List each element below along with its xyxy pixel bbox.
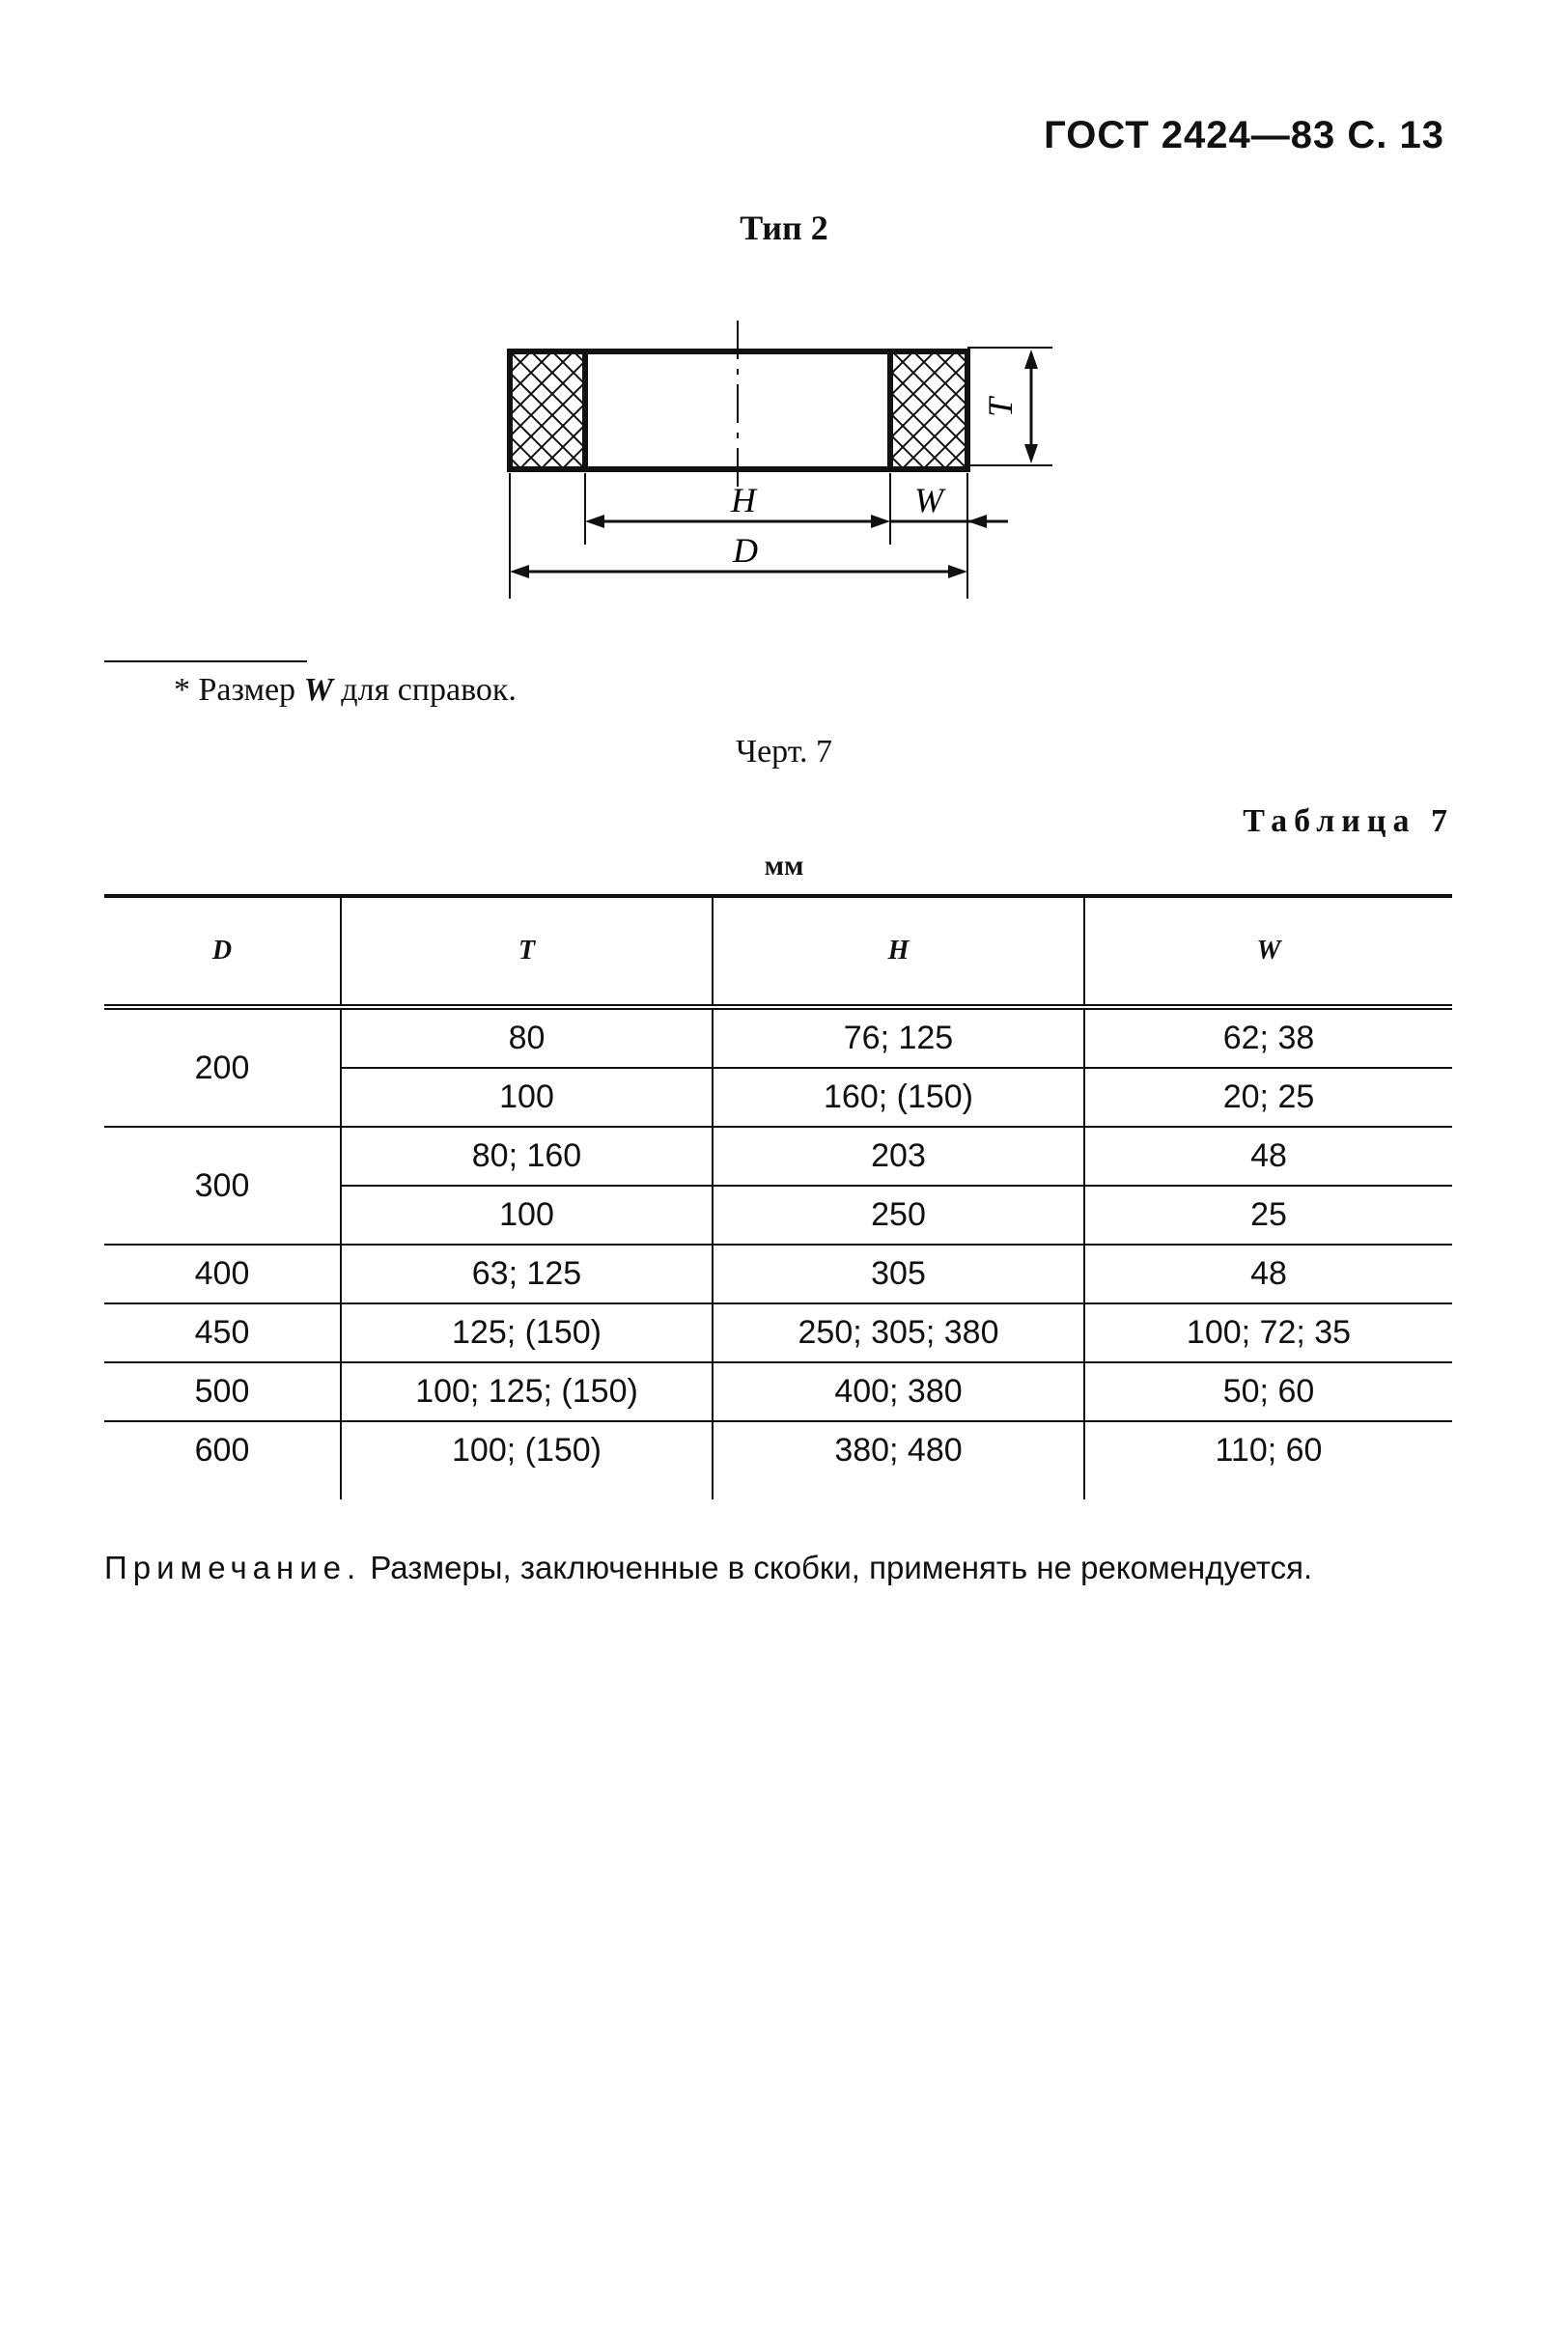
cell-t: 125; (150) [341, 1303, 713, 1362]
cell-h: 305 [713, 1245, 1084, 1303]
figure-caption: Черт. 7 [735, 734, 833, 770]
drawing-title: Тип 2 [740, 209, 828, 247]
cell-h: 203 [713, 1127, 1084, 1186]
cell-w: 48 [1084, 1245, 1452, 1303]
cell-h: 250; 305; 380 [713, 1303, 1084, 1362]
right-hatched-section [890, 351, 967, 469]
table-header-row [104, 896, 1452, 1007]
cell-d: 450 [104, 1303, 341, 1362]
cell-t: 80 [341, 1007, 713, 1068]
table-title: Таблица 7 [1243, 803, 1454, 839]
cell-d: 500 [104, 1362, 341, 1421]
table-row [104, 1421, 1452, 1499]
cell-w: 62; 38 [1084, 1007, 1452, 1068]
note-text: Размеры, заключенные в скобки, применять не рекомендуется. [361, 1550, 1313, 1585]
table-note [104, 1549, 1452, 1587]
cell-t: 100; 125; (150) [341, 1362, 713, 1421]
document-header: ГОСТ 2424—83 С. 13 [1044, 114, 1444, 156]
cell-d: 200 [104, 1007, 341, 1127]
footnote-prefix: * Размер [174, 672, 304, 708]
seal-cross-section-drawing [0, 309, 1568, 618]
header-h: H [713, 896, 1084, 1007]
header-t: T [341, 896, 713, 1007]
cell-t: 63; 125 [341, 1245, 713, 1303]
footnote-suffix: для справок. [332, 672, 517, 708]
t-dimension-label: T [981, 397, 1020, 418]
cell-d: 400 [104, 1245, 341, 1303]
table-row [104, 1127, 1452, 1186]
cell-h: 400; 380 [713, 1362, 1084, 1421]
cell-w: 50; 60 [1084, 1362, 1452, 1421]
cell-t: 100 [341, 1186, 713, 1245]
header-w: W [1084, 896, 1452, 1007]
cell-d: 600 [194, 1432, 250, 1469]
w-dimension-label: W [914, 481, 943, 519]
d-dimension-label: D [733, 531, 758, 570]
cell-h: 250 [713, 1186, 1084, 1245]
note-lead: Примечание. [104, 1550, 362, 1585]
table-units: мм [764, 850, 804, 882]
footnote [174, 672, 517, 709]
cell-t: 80; 160 [341, 1127, 713, 1186]
footnote-rule [104, 660, 307, 662]
cell-h: 160; (150) [713, 1068, 1084, 1127]
cell-h: 380; 480 [713, 1421, 1084, 1499]
table-row [104, 1245, 1452, 1303]
cell-w: 25 [1084, 1186, 1452, 1245]
table-row [104, 1303, 1452, 1362]
dimensions-table [104, 894, 1452, 1499]
table-row [104, 1007, 1452, 1068]
cell-t: 100; (150) [341, 1421, 713, 1499]
cell-h: 76; 125 [713, 1007, 1084, 1068]
left-hatched-section [510, 351, 585, 469]
cell-t: 100 [341, 1068, 713, 1127]
header-d: D [104, 896, 341, 1007]
cell-w: 48 [1084, 1127, 1452, 1186]
cell-w: 20; 25 [1084, 1068, 1452, 1127]
cell-w: 110; 60 [1084, 1421, 1452, 1499]
cell-w: 100; 72; 35 [1084, 1303, 1452, 1362]
table-row [104, 1362, 1452, 1421]
cell-d: 300 [104, 1127, 341, 1245]
footnote-symbol: W [303, 672, 333, 708]
h-dimension-label: H [731, 481, 756, 519]
